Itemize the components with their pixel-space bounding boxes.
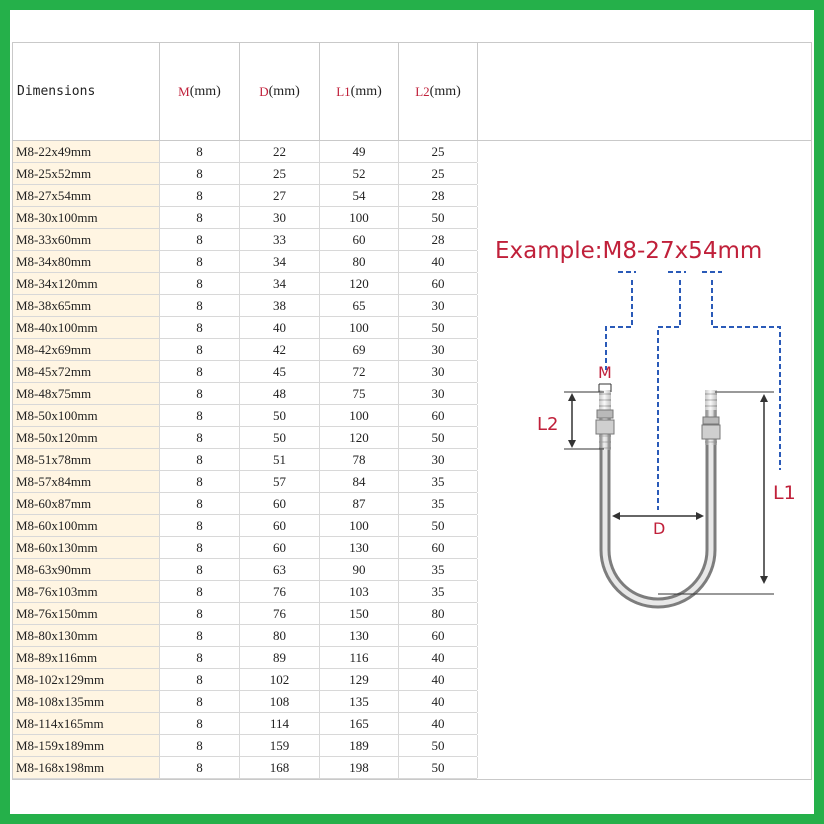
row-m: 8: [160, 273, 240, 294]
row-l2: 35: [399, 581, 478, 602]
row-l2: 50: [399, 427, 478, 448]
table-row: [13, 515, 477, 537]
row-dimension: M8-51x78mm: [13, 449, 160, 470]
header-d: [240, 43, 320, 140]
row-l2: 30: [399, 295, 478, 316]
row-l1: 135: [320, 691, 399, 712]
row-d: 30: [240, 207, 320, 228]
row-l2: 30: [399, 383, 478, 404]
row-dimension: M8-60x130mm: [13, 537, 160, 558]
row-l2: 40: [399, 647, 478, 668]
row-l1: 69: [320, 339, 399, 360]
row-l2: 50: [399, 515, 478, 536]
row-d: 48: [240, 383, 320, 404]
example-title: Example:M8-27x54mm: [495, 238, 763, 264]
row-l2: 50: [399, 757, 478, 778]
row-l1: 130: [320, 537, 399, 558]
table-row: [13, 471, 477, 493]
row-l2: 30: [399, 339, 478, 360]
row-d: 42: [240, 339, 320, 360]
row-dimension: M8-50x100mm: [13, 405, 160, 426]
row-dimension: M8-159x189mm: [13, 735, 160, 756]
header-m-symbol: M: [178, 83, 190, 99]
label-l1: L1: [773, 482, 796, 504]
label-d: D: [653, 519, 666, 538]
row-dimension: M8-34x80mm: [13, 251, 160, 272]
table-row: [13, 273, 477, 295]
row-dimension: M8-60x100mm: [13, 515, 160, 536]
row-dimension: M8-22x49mm: [13, 141, 160, 162]
right-nut-1: [703, 417, 719, 424]
callout-lines: [606, 272, 780, 510]
row-l1: 72: [320, 361, 399, 382]
row-dimension: M8-102x129mm: [13, 669, 160, 690]
table-row: [13, 383, 477, 405]
row-l2: 28: [399, 185, 478, 206]
row-m: 8: [160, 713, 240, 734]
row-dimension: M8-63x90mm: [13, 559, 160, 580]
row-d: 89: [240, 647, 320, 668]
row-m: 8: [160, 625, 240, 646]
row-dimension: M8-80x130mm: [13, 625, 160, 646]
row-dimension: M8-48x75mm: [13, 383, 160, 404]
row-l2: 35: [399, 471, 478, 492]
top-band: [12, 12, 812, 42]
row-d: 80: [240, 625, 320, 646]
row-l2: 40: [399, 691, 478, 712]
header-l2: [399, 43, 478, 140]
row-d: 50: [240, 427, 320, 448]
row-m: 8: [160, 339, 240, 360]
row-m: 8: [160, 317, 240, 338]
table-row: [13, 405, 477, 427]
header-l1-symbol: L1: [336, 83, 351, 99]
l1-arrowhead-top: [760, 394, 768, 402]
label-m: M: [598, 363, 612, 382]
row-l2: 60: [399, 625, 478, 646]
row-d: 60: [240, 537, 320, 558]
row-l1: 130: [320, 625, 399, 646]
row-l2: 40: [399, 669, 478, 690]
row-l1: 80: [320, 251, 399, 272]
table-row: [13, 295, 477, 317]
row-m: 8: [160, 757, 240, 778]
row-d: 27: [240, 185, 320, 206]
left-nut-2: [596, 420, 614, 434]
table-row: [13, 625, 477, 647]
d-arrowhead-right: [696, 512, 704, 520]
row-l1: 129: [320, 669, 399, 690]
row-l1: 90: [320, 559, 399, 580]
row-dimension: M8-27x54mm: [13, 185, 160, 206]
l1-arrowhead-bottom: [760, 576, 768, 584]
label-l2: L2: [537, 414, 559, 435]
row-d: 76: [240, 581, 320, 602]
row-l1: 78: [320, 449, 399, 470]
right-nut-2: [702, 425, 720, 439]
row-dimension: M8-57x84mm: [13, 471, 160, 492]
row-l2: 30: [399, 449, 478, 470]
table-row: [13, 449, 477, 471]
row-m: 8: [160, 361, 240, 382]
row-dimension: M8-38x65mm: [13, 295, 160, 316]
row-d: 25: [240, 163, 320, 184]
row-l2: 30: [399, 361, 478, 382]
table-row: [13, 185, 477, 207]
row-d: 168: [240, 757, 320, 778]
row-d: 34: [240, 251, 320, 272]
table-row: [13, 735, 477, 757]
header-d-symbol: D: [259, 83, 269, 99]
row-d: 159: [240, 735, 320, 756]
table-row: [13, 427, 477, 449]
u-bolt-diagram: [490, 260, 810, 620]
table-row: [13, 559, 477, 581]
row-l1: 120: [320, 427, 399, 448]
table-row: [13, 141, 477, 163]
row-dimension: M8-50x120mm: [13, 427, 160, 448]
row-dimension: M8-114x165mm: [13, 713, 160, 734]
row-d: 22: [240, 141, 320, 162]
row-l1: 120: [320, 273, 399, 294]
table-row: [13, 361, 477, 383]
table-row: [13, 537, 477, 559]
row-m: 8: [160, 537, 240, 558]
row-l1: 100: [320, 515, 399, 536]
row-m: 8: [160, 691, 240, 712]
row-m: 8: [160, 383, 240, 404]
l2-arrowhead-top: [568, 393, 576, 401]
row-d: 76: [240, 603, 320, 624]
row-m: 8: [160, 295, 240, 316]
row-l1: 100: [320, 317, 399, 338]
table-row: [13, 581, 477, 603]
row-l2: 50: [399, 317, 478, 338]
row-l1: 54: [320, 185, 399, 206]
row-l2: 50: [399, 207, 478, 228]
row-d: 51: [240, 449, 320, 470]
row-d: 40: [240, 317, 320, 338]
row-m: 8: [160, 515, 240, 536]
header-m: [160, 43, 240, 140]
row-d: 63: [240, 559, 320, 580]
row-m: 8: [160, 405, 240, 426]
row-l1: 165: [320, 713, 399, 734]
row-m: 8: [160, 559, 240, 580]
row-dimension: M8-76x103mm: [13, 581, 160, 602]
l2-arrowhead-bottom: [568, 440, 576, 448]
row-l2: 28: [399, 229, 478, 250]
row-d: 102: [240, 669, 320, 690]
row-l1: 198: [320, 757, 399, 778]
table-header: [13, 43, 811, 141]
table-row: [13, 603, 477, 625]
table-row: [13, 757, 477, 779]
row-m: 8: [160, 185, 240, 206]
row-dimension: M8-34x120mm: [13, 273, 160, 294]
table-row: [13, 163, 477, 185]
row-l1: 49: [320, 141, 399, 162]
row-m: 8: [160, 647, 240, 668]
row-l1: 100: [320, 405, 399, 426]
row-l2: 60: [399, 273, 478, 294]
row-d: 38: [240, 295, 320, 316]
header-l2-symbol: L2: [415, 83, 430, 99]
row-l1: 87: [320, 493, 399, 514]
row-dimension: M8-42x69mm: [13, 339, 160, 360]
row-m: 8: [160, 471, 240, 492]
row-d: 114: [240, 713, 320, 734]
row-m: 8: [160, 449, 240, 470]
row-l2: 50: [399, 735, 478, 756]
row-dimension: M8-89x116mm: [13, 647, 160, 668]
row-dimension: M8-60x87mm: [13, 493, 160, 514]
header-d-unit: (mm): [268, 83, 300, 99]
header-dimensions-label: Dimensions: [17, 84, 96, 99]
row-l1: 103: [320, 581, 399, 602]
row-dimension: M8-76x150mm: [13, 603, 160, 624]
row-m: 8: [160, 603, 240, 624]
row-d: 45: [240, 361, 320, 382]
table-row: [13, 251, 477, 273]
table-row: [13, 207, 477, 229]
d-arrowhead-left: [612, 512, 620, 520]
row-dimension: M8-40x100mm: [13, 317, 160, 338]
row-m: 8: [160, 141, 240, 162]
row-l2: 40: [399, 713, 478, 734]
left-nut-1: [597, 410, 613, 418]
row-l1: 75: [320, 383, 399, 404]
row-m: 8: [160, 581, 240, 602]
row-l1: 84: [320, 471, 399, 492]
row-d: 108: [240, 691, 320, 712]
row-l1: 65: [320, 295, 399, 316]
row-l2: 25: [399, 141, 478, 162]
row-m: 8: [160, 207, 240, 228]
table-row: [13, 493, 477, 515]
table-row: [13, 691, 477, 713]
row-l1: 189: [320, 735, 399, 756]
row-l1: 100: [320, 207, 399, 228]
row-m: 8: [160, 493, 240, 514]
row-m: 8: [160, 229, 240, 250]
row-dimension: M8-30x100mm: [13, 207, 160, 228]
table-row: [13, 229, 477, 251]
row-l2: 80: [399, 603, 478, 624]
row-m: 8: [160, 735, 240, 756]
row-d: 57: [240, 471, 320, 492]
row-m: 8: [160, 669, 240, 690]
row-l2: 60: [399, 405, 478, 426]
row-l1: 60: [320, 229, 399, 250]
row-d: 50: [240, 405, 320, 426]
row-l2: 35: [399, 559, 478, 580]
row-d: 60: [240, 515, 320, 536]
row-d: 34: [240, 273, 320, 294]
row-dimension: M8-25x52mm: [13, 163, 160, 184]
row-l1: 116: [320, 647, 399, 668]
row-dimension: M8-168x198mm: [13, 757, 160, 778]
header-l1: [320, 43, 399, 140]
table-row: [13, 647, 477, 669]
row-dimension: M8-45x72mm: [13, 361, 160, 382]
row-m: 8: [160, 163, 240, 184]
row-l2: 40: [399, 251, 478, 272]
table-row: [13, 317, 477, 339]
header-l2-unit: (mm): [429, 83, 461, 99]
table-row: [13, 669, 477, 691]
row-d: 33: [240, 229, 320, 250]
row-m: 8: [160, 427, 240, 448]
row-l1: 52: [320, 163, 399, 184]
row-m: 8: [160, 251, 240, 272]
row-dimension: M8-33x60mm: [13, 229, 160, 250]
header-m-unit: (mm): [189, 83, 221, 99]
row-dimension: M8-108x135mm: [13, 691, 160, 712]
row-d: 60: [240, 493, 320, 514]
header-dimensions: [13, 43, 160, 140]
table-row: [13, 713, 477, 735]
table-row: [13, 339, 477, 361]
row-l2: 35: [399, 493, 478, 514]
header-l1-unit: (mm): [350, 83, 382, 99]
row-l2: 60: [399, 537, 478, 558]
row-l2: 25: [399, 163, 478, 184]
row-l1: 150: [320, 603, 399, 624]
